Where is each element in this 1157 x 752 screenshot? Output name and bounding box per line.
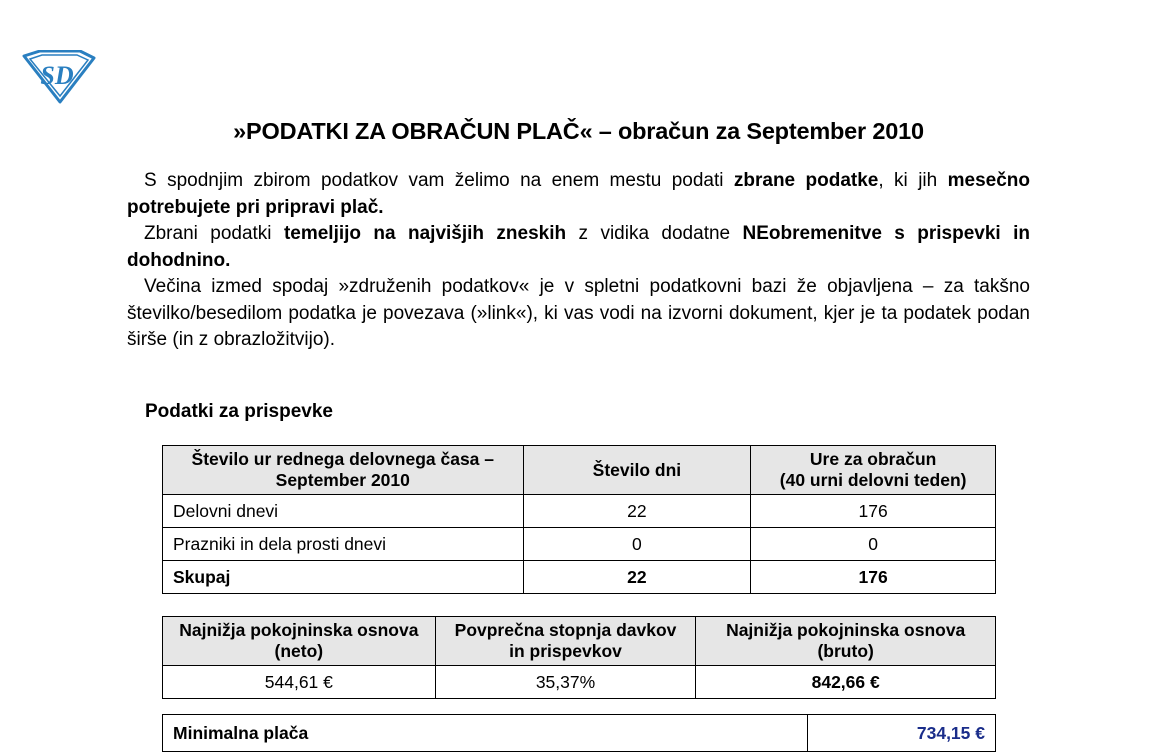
header-hours-label: Število ur rednega delovnega časa – September 2010 xyxy=(163,446,524,495)
avg-rate-value: 35,37% xyxy=(435,666,696,699)
section-title: Podatki za prispevke xyxy=(145,401,333,422)
header-pension-net: Najnižja pokojninska osnova (neto) xyxy=(163,617,436,666)
page-title: »PODATKI ZA OBRAČUN PLAČ« – obračun za September 2010 xyxy=(233,118,924,144)
header-pension-gross: Najnižja pokojninska osnova (bruto) xyxy=(696,617,996,666)
row-days: 0 xyxy=(523,528,751,561)
minimum-wage-table xyxy=(162,714,996,752)
company-logo xyxy=(22,50,96,104)
working-hours-table xyxy=(162,445,996,594)
header-avg-rate: Povprečna stopnja davkov in prispevkov xyxy=(435,617,696,666)
intro-paragraph-1: S spodnjim zbirom podatkov vam želimo na enem mestu podati zbrane podatke, ki jih mesečno potrebujete pri pripravi plač. xyxy=(127,170,1030,218)
svg-text:SD: SD xyxy=(40,61,74,90)
intro-paragraph-2: Zbrani podatki temeljijo na najvišjih zneskih z vidika dodatne NEobremenitve s prispevki in dohodnino. xyxy=(127,223,1030,271)
row-days: 22 xyxy=(523,495,751,528)
row-label: Delovni dnevi xyxy=(163,495,524,528)
total-days: 22 xyxy=(523,561,751,594)
row-label: Prazniki in dela prosti dnevi xyxy=(163,528,524,561)
pension-net-value: 544,61 € xyxy=(163,666,436,699)
table-header-row xyxy=(163,446,996,495)
row-hours: 176 xyxy=(751,495,996,528)
table-row xyxy=(163,495,996,528)
table-total-row xyxy=(163,561,996,594)
pension-gross-value: 842,66 € xyxy=(696,666,996,699)
table-row xyxy=(163,528,996,561)
pension-base-table xyxy=(162,616,996,699)
total-label: Skupaj xyxy=(163,561,524,594)
table-header-row xyxy=(163,617,996,666)
intro-paragraph-3: Večina izmed spodaj »združenih podatkov« je v spletni podatkovni bazi že objavljena – za takšno številko/besedilom podatka je povezava (»link«), ki vas vodi na izvorni dokument, kjer je ta podatek podan širše (in z obrazložitvijo). xyxy=(127,276,1030,350)
min-wage-value[interactable]: 734,15 € xyxy=(808,715,996,752)
row-hours: 0 xyxy=(751,528,996,561)
min-wage-label: Minimalna plača xyxy=(163,715,808,752)
table-row xyxy=(163,715,996,752)
total-hours: 176 xyxy=(751,561,996,594)
header-hours-calc: Ure za obračun (40 urni delovni teden) xyxy=(751,446,996,495)
header-days: Število dni xyxy=(523,446,751,495)
table-row xyxy=(163,666,996,699)
